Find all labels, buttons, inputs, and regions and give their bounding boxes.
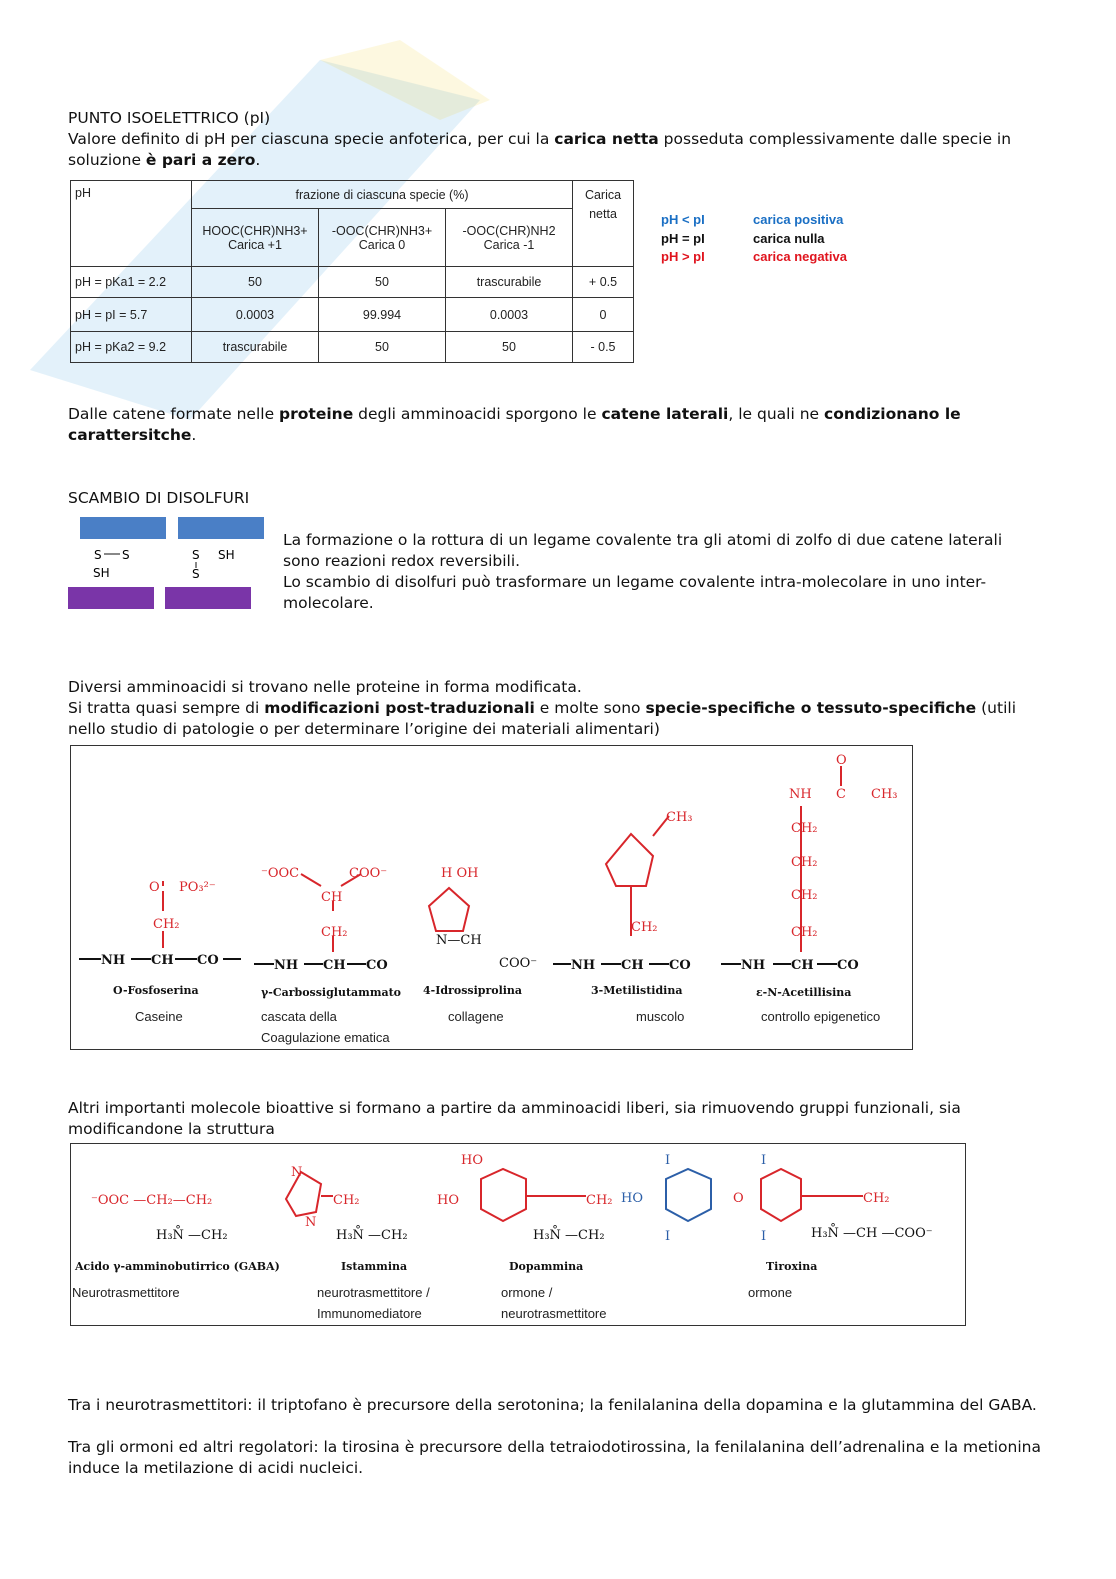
table-row <box>71 267 634 298</box>
svg-text:H₃N̊ —CH₂: H₃N̊ —CH₂ <box>533 1228 605 1243</box>
svg-text:O: O <box>149 880 160 895</box>
cell: trascurabile <box>446 267 573 298</box>
svg-text:CH₃: CH₃ <box>871 787 898 802</box>
molecule-caption: ormone <box>748 1285 793 1300</box>
svg-text:NH: NH <box>101 953 126 968</box>
svg-text:COO⁻: COO⁻ <box>349 866 388 881</box>
bioactive-molecules-paragraph: Altri importanti molecole bioattive si formano a partire da amminoacidi liberi, sia rimuovendo gruppi funzionali, sia modificandone la struttura <box>68 1099 961 1138</box>
svg-text:I: I <box>665 1153 671 1168</box>
structure-name: γ-Carbossiglutammato <box>261 986 401 999</box>
svg-text:N—CH: N—CH <box>436 933 482 948</box>
svg-text:I: I <box>665 1229 671 1244</box>
svg-text:⁻OOC —CH₂—CH₂: ⁻OOC —CH₂—CH₂ <box>91 1193 213 1208</box>
svg-text:I: I <box>761 1153 767 1168</box>
cell: 0.0003 <box>446 298 573 332</box>
species-formula: -OOC(CHR)NH3+ <box>331 223 433 238</box>
species-formula: HOOC(CHR)NH3+ <box>202 223 308 238</box>
sulfur-label: S <box>122 548 130 562</box>
svg-text:H₃N̊ —CH —COO⁻: H₃N̊ —CH —COO⁻ <box>811 1226 933 1241</box>
row-ph: pH = pI = 5.7 <box>71 298 192 332</box>
table-row <box>71 332 634 363</box>
svg-text:HO: HO <box>461 1153 483 1168</box>
svg-text:H OH: H OH <box>441 866 479 881</box>
structure-caption: cascata della Coagulazione ematica <box>261 1009 390 1045</box>
svg-text:CO: CO <box>669 958 691 973</box>
svg-text:N: N <box>305 1215 317 1230</box>
bioactive-molecules-figure <box>70 1143 966 1326</box>
species-charge: Carica +1 <box>228 237 282 252</box>
disulfide-exchange-diagram <box>66 515 266 611</box>
svg-text:CH₂: CH₂ <box>863 1191 890 1206</box>
svg-text:CH₂: CH₂ <box>791 925 818 940</box>
svg-text:CH₂: CH₂ <box>333 1193 360 1208</box>
svg-text:CH: CH <box>323 958 346 973</box>
thiol-label: SH <box>218 548 235 562</box>
molecule-caption: ormone / neurotrasmettitore <box>501 1285 607 1321</box>
side-chains-paragraph: Dalle catene formate nelle proteine degli amminoacidi sporgono le catene laterali, le quali ne condizionano le carattersitche. <box>68 405 961 444</box>
svg-text:NH: NH <box>741 958 766 973</box>
svg-text:H₃N̊ —CH₂: H₃N̊ —CH₂ <box>336 1228 408 1243</box>
svg-text:H₃N̊ —CH₂: H₃N̊ —CH₂ <box>156 1228 228 1243</box>
structure-name: 4-Idrossiprolina <box>423 984 523 997</box>
svg-text:CH₂: CH₂ <box>791 821 818 836</box>
cell-net: - 0.5 <box>573 332 634 363</box>
svg-text:CH₂: CH₂ <box>321 925 348 940</box>
modified-aa-intro: Diversi amminoacidi si trovano nelle proteine in forma modificata. <box>68 678 582 696</box>
svg-text:PO₃²⁻: PO₃²⁻ <box>179 880 216 895</box>
legend-row: pH < pI carica positiva <box>661 212 844 227</box>
svg-text:CH₂: CH₂ <box>631 920 658 935</box>
svg-text:COO⁻: COO⁻ <box>499 956 538 971</box>
header-ph: pH <box>71 181 192 267</box>
thiol-label: SH <box>93 566 110 580</box>
header-net-charge: Carica netta <box>573 181 634 267</box>
disulfide-text-1: La formazione o la rottura di un legame covalente tra gli atomi di zolfo di due catene laterali sono reazioni redox reversibili. <box>283 531 1003 570</box>
cell: 99.994 <box>319 298 446 332</box>
svg-text:⁻OOC: ⁻OOC <box>261 866 300 881</box>
svg-text:NH: NH <box>789 787 812 802</box>
molecule-caption: Neurotrasmettitore <box>72 1285 180 1300</box>
svg-text:CH₂: CH₂ <box>791 888 818 903</box>
molecule-name: Tiroxina <box>766 1260 818 1273</box>
cell-net: 0 <box>573 298 634 332</box>
row-ph: pH = pKa2 = 9.2 <box>71 332 192 363</box>
svg-text:CH₂: CH₂ <box>586 1193 613 1208</box>
svg-text:CO: CO <box>197 953 219 968</box>
table-row <box>71 298 634 332</box>
cell: 50 <box>192 267 319 298</box>
molecule-name: Dopammina <box>509 1260 584 1273</box>
species-formula: -OOC(CHR)NH2 <box>462 223 556 238</box>
row-ph: pH = pKa1 = 2.2 <box>71 267 192 298</box>
modified-amino-acids-figure <box>70 745 913 1050</box>
svg-text:HO: HO <box>621 1191 643 1206</box>
svg-text:CH: CH <box>151 953 174 968</box>
svg-text:CH: CH <box>621 958 644 973</box>
svg-text:CH: CH <box>791 958 814 973</box>
species-charge: Carica -1 <box>483 237 535 252</box>
cell: 50 <box>319 332 446 363</box>
structures-drawing <box>71 746 912 986</box>
cell: 50 <box>319 267 446 298</box>
neurotransmitters-paragraph: Tra i neurotrasmettitori: il triptofano è precursore della serotonina; la fenilalanina della dopamina e la glutammina del GABA. <box>68 1396 1037 1414</box>
structure-caption: Caseine <box>135 1009 183 1024</box>
structure-name: 3-Metilistidina <box>591 984 683 997</box>
legend-row: pH = pI carica nulla <box>661 230 825 246</box>
structure-caption: collagene <box>448 1009 504 1024</box>
svg-text:I: I <box>761 1229 767 1244</box>
molecule-caption: neurotrasmettitore / Immunomediatore <box>317 1285 430 1321</box>
molecule-name: Acido γ-amminobutirrico (GABA) <box>75 1260 280 1273</box>
section-title-isoelectric: PUNTO ISOELETTRICO (pI) <box>68 109 271 127</box>
svg-text:CO: CO <box>366 958 388 973</box>
svg-text:N: N <box>291 1165 303 1180</box>
svg-text:CH: CH <box>321 890 343 905</box>
hormones-paragraph: Tra gli ormoni ed altri regolatori: la tirosina è precursore della tetraiodotirossina, la fenilalanina dell’adrenalina e la metionina induce la metilazione di acidi nucleici. <box>68 1438 1041 1477</box>
cell: 0.0003 <box>192 298 319 332</box>
svg-text:O: O <box>733 1191 744 1206</box>
svg-text:HO: HO <box>437 1193 459 1208</box>
isoelectric-table <box>70 180 634 363</box>
structure-name: ε-N-Acetillisina <box>756 986 852 999</box>
header-fraction: frazione di ciascuna specie (%) <box>192 181 573 209</box>
ph-charge-legend <box>661 211 847 267</box>
section-title-disulfide: SCAMBIO DI DISOLFURI <box>68 489 250 507</box>
sulfur-label: S <box>192 567 200 581</box>
svg-text:C: C <box>836 787 846 802</box>
isoelectric-definition: Valore definito di pH per ciascuna specie anfoterica, per cui la carica netta posseduta complessivamente dalle specie in soluzione è pari a zero. <box>68 130 1012 169</box>
sulfur-label: S <box>192 548 200 562</box>
svg-text:CH₃: CH₃ <box>666 810 693 825</box>
svg-text:CH₂: CH₂ <box>153 917 180 932</box>
cell-net: + 0.5 <box>573 267 634 298</box>
svg-text:NH: NH <box>274 958 299 973</box>
modified-aa-paragraph: Si tratta quasi sempre di modificazioni post-traduzionali e molte sono specie-specifiche o tessuto-specifiche (utili nello studio di patologie o per determinare l’origine dei materiali alimentari) <box>68 699 1016 738</box>
structure-caption: muscolo <box>636 1009 685 1024</box>
disulfide-text-2: Lo scambio di disolfuri può trasformare un legame covalente intra-molecolare in uno inter-molecolare. <box>283 573 987 612</box>
cell: 50 <box>446 332 573 363</box>
cell: trascurabile <box>192 332 319 363</box>
species-charge: Carica 0 <box>358 237 406 252</box>
structures-drawing <box>71 1144 965 1254</box>
svg-text:NH: NH <box>571 958 596 973</box>
legend-row: pH > pI carica negativa <box>661 249 847 264</box>
molecule-name: Istammina <box>341 1260 408 1273</box>
svg-text:O: O <box>836 753 847 768</box>
svg-text:CH₂: CH₂ <box>791 855 818 870</box>
structure-name: O-Fosfoserina <box>113 984 199 997</box>
structure-caption: controllo epigenetico <box>761 1009 881 1024</box>
svg-text:CO: CO <box>837 958 859 973</box>
sulfur-label: S <box>94 548 102 562</box>
